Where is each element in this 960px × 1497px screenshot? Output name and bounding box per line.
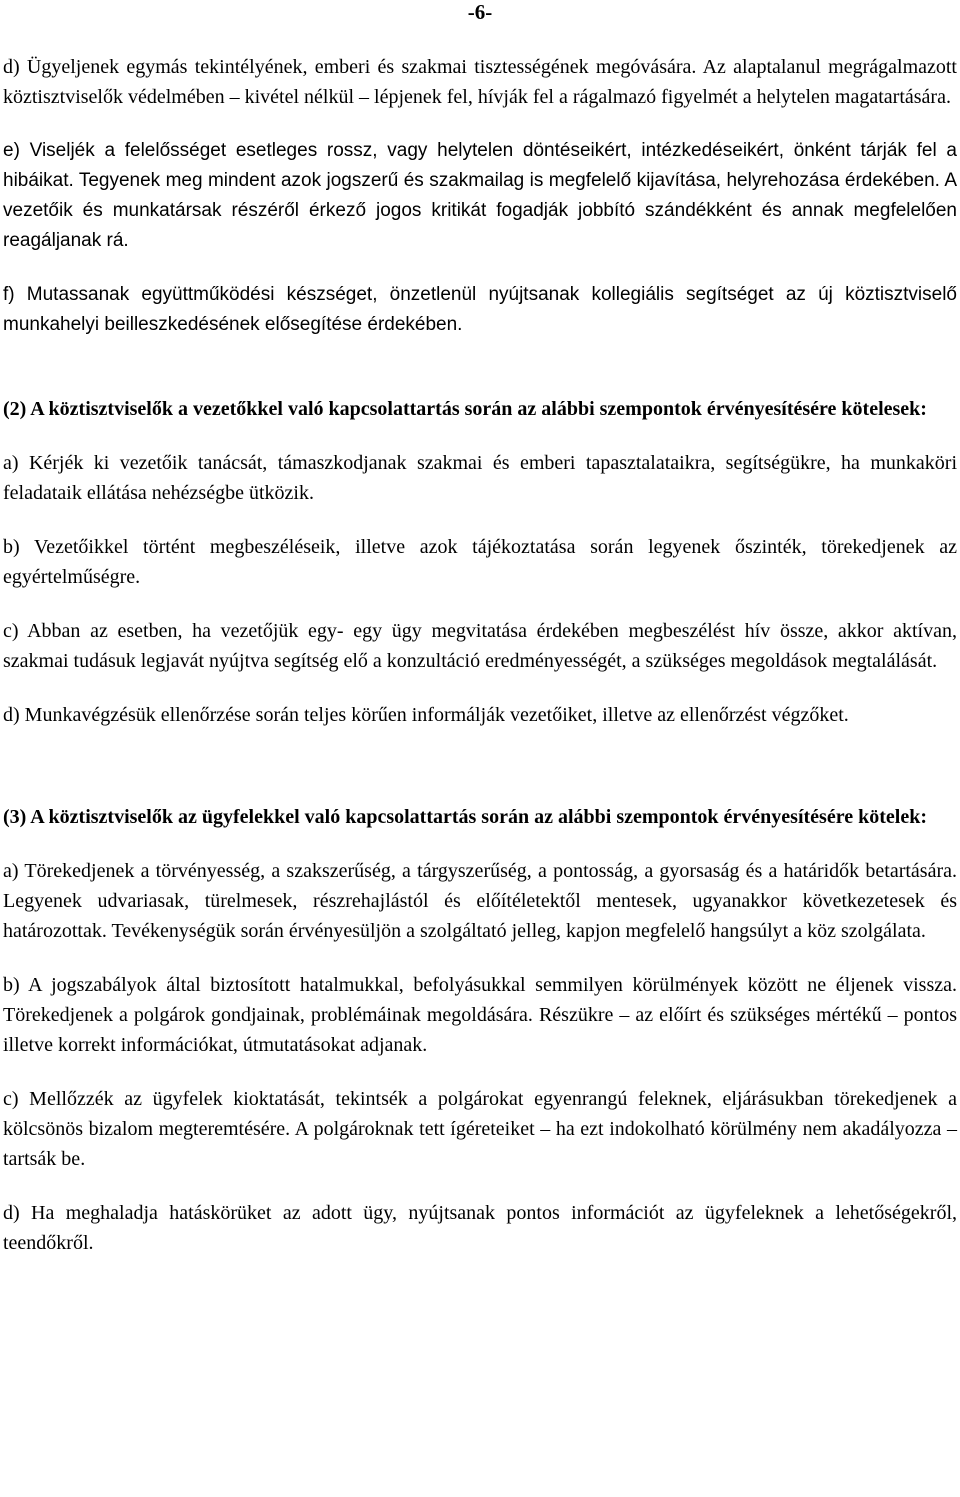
page-content [3,52,957,1258]
paragraph-1d: d) Ügyeljenek egymás tekintélyének, emberi és szakmai tisztességének megóvására. Az alaptalanul megrágalmazott köztisztviselők védelmében – kivétel nélkül – lépjenek fel, hívják fel a rágalmazó figyelmét a helytelen magatartására. [3,56,957,108]
paragraph-3b: b) A jogszabályok által biztosított hatalmukkal, befolyásukkal semmilyen körülmények között ne éljenek vissza. Törekedjenek a polgárok gondjainak, problémáinak megoldására. Részükre – az előírt és szükséges mértékű – pontos illetve korrekt információkat, útmutatásokat adjanak. [3,974,957,1056]
paragraph-1e: e) Viseljék a felelősséget esetleges rossz, vagy helytelen döntéseikért, intézkedéseikért, önként tárják fel a hibáikat. Tegyenek meg mindent azok jogszerű és szakmailag is megfelelő kijavítása, helyrehozása érdekében. A vezetőik és munkatársak részéről érkező jogos kritikát fogadják jobbító szándékként és annak megfelelően reagáljanak rá. [3,140,957,251]
section-3-heading: (3) A köztisztviselők az ügyfelekkel való kapcsolattartás során az alábbi szempontok érvényesítésére kötelek: [3,806,927,828]
paragraph-3c: c) Mellőzzék az ügyfelek kioktatását, tekintsék a polgárokat egyenrangú feleknek, eljárásukban törekedjenek a kölcsönös bizalom megteremtésére. A polgároknak tett ígéreteiket – ha ezt indokolható körülmény nem akadályozza – tartsák be. [3,1088,957,1170]
paragraph-2a: a) Kérjék ki vezetőik tanácsát, támaszkodjanak szakmai és emberi tapasztalataikra, segítségükre, ha munkaköri feladataik ellátása nehézségbe ütközik. [3,452,957,504]
paragraph-1f: f) Mutassanak együttműködési készséget, önzetlenül nyújtsanak kollegiális segítséget az új köztisztviselő munkahelyi beilleszkedésének elősegítése érdekében. [3,284,957,335]
page-number: -6- [467,0,493,24]
paragraph-2d: d) Munkavégzésük ellenőrzése során teljes körűen informálják vezetőiket, illetve az ellenőrzést végzőket. [3,704,849,726]
section-2-heading: (2) A köztisztviselők a vezetőkkel való kapcsolattartás során az alábbi szempontok érvényesítésére kötelesek: [3,398,927,420]
paragraph-3a: a) Törekedjenek a törvényesség, a szakszerűség, a tárgyszerűség, a pontosság, a gyorsaság és a határidők betartására. Legyenek udvariasak, türelmesek, részrehajlástól és előítéletektől mentesek, ugyanakkor következetesek és határozottak. Tevékenységük során érvényesüljön a szolgáltató jelleg, kapjon megfelelő hangsúlyt a köz szolgálata. [3,860,957,942]
paragraph-3d: d) Ha meghaladja hatáskörüket az adott ügy, nyújtsanak pontos információt az ügyfeleknek a lehetőségekről, teendőkről. [3,1202,957,1254]
paragraph-2c: c) Abban az esetben, ha vezetőjük egy- egy ügy megvitatása érdekében megbeszélést hív össze, akkor aktívan, szakmai tudásuk legjavát nyújtva segítség elő a konzultáció eredményességét, a szükséges megoldások megtalálását. [3,620,957,672]
paragraph-2b: b) Vezetőikkel történt megbeszéléseik, illetve azok tájékoztatása során legyenek őszinték, törekedjenek az egyértelműségre. [3,536,957,588]
